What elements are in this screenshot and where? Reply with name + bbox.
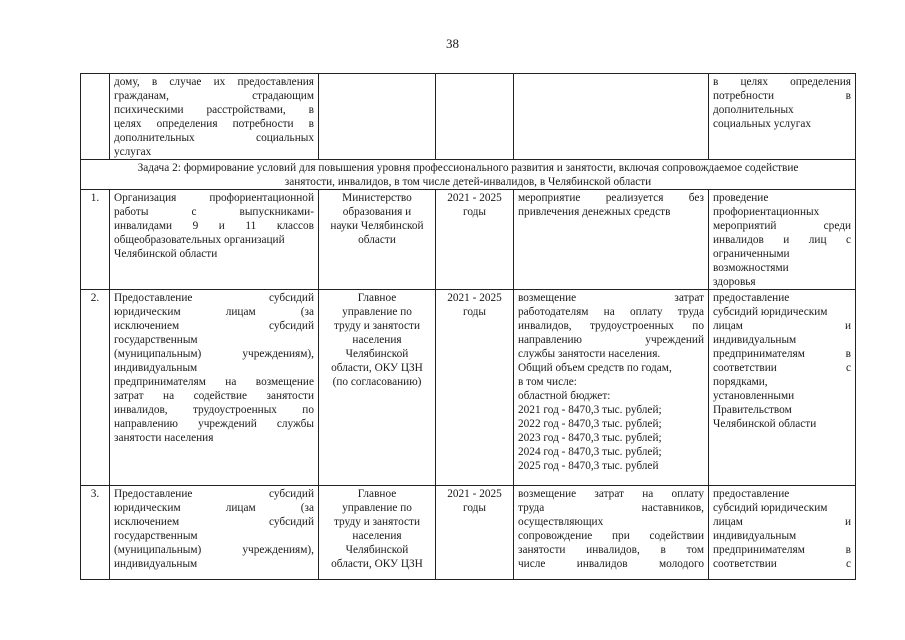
text-line: лицам и: [713, 516, 851, 528]
text-line: образования и: [342, 206, 412, 218]
measures-table: [80, 73, 856, 580]
text-line: работы с выпускниками-: [114, 206, 314, 218]
text-line: государственным: [114, 334, 198, 346]
text-line: государственным: [114, 530, 198, 542]
text-line: годы: [462, 306, 486, 318]
cell-num: 3.: [81, 486, 110, 580]
cell-executor: [319, 486, 436, 580]
text-line: сопровождение при содействии: [518, 530, 704, 542]
text-line: Министерство: [342, 192, 412, 204]
cell-num: 2.: [81, 290, 110, 486]
text-line: 2021 год - 8470,3 тыс. рублей;: [518, 404, 662, 416]
cell-financing: [514, 290, 709, 486]
text-line: мероприятий среди: [713, 220, 851, 232]
text-line: в целях определения: [713, 76, 851, 88]
text-line: возмещение затрат: [518, 292, 704, 304]
text-line: 2023 год - 8470,3 тыс. рублей;: [518, 432, 662, 444]
text-line: 2021 - 2025: [447, 292, 502, 304]
text-line: целях определения потребности в: [114, 118, 314, 130]
text-line: области, ОКУ ЦЗН: [331, 362, 423, 374]
text-line: предоставление: [713, 292, 790, 304]
cell-result: [709, 290, 856, 486]
text-line: направлению учреждений службы: [114, 418, 314, 430]
cell-num: 1.: [81, 190, 110, 290]
text-line: в том числе:: [518, 376, 577, 388]
text-line: Главное: [357, 488, 397, 500]
text-line: профориентационных: [713, 206, 820, 218]
text-line: здоровья: [713, 276, 756, 288]
text-line: проведение: [713, 192, 769, 204]
text-line: общеобразовательных организаций: [114, 234, 285, 246]
cell-financing: [514, 486, 709, 580]
text-line: службы занятости населения.: [518, 348, 661, 360]
text-line: возмещение затрат на оплату: [518, 488, 704, 500]
text-line: исключением субсидий: [114, 320, 314, 332]
text-line: осуществляющих: [518, 516, 604, 528]
text-line: юридическим лицам (за: [114, 306, 314, 318]
text-line: юридическим лицам (за: [114, 502, 314, 514]
text-line: дополнительных социальных: [114, 132, 314, 144]
text-line: Предоставление субсидий: [114, 292, 314, 304]
text-line: науки Челябинской: [330, 220, 424, 232]
text-line: (по согласованию): [332, 376, 422, 388]
cell-period: [436, 190, 514, 290]
text-line: Главное: [357, 292, 397, 304]
text-line: инвалидами 9 и 11 классов: [114, 220, 314, 232]
cell-num: [81, 74, 110, 160]
text-line: индивидуальным: [114, 558, 198, 570]
text-line: предпринимателям в: [713, 348, 851, 360]
text-line: Челябинской: [345, 348, 409, 360]
text-line: субсидий юридическим: [713, 502, 828, 514]
text-line: индивидуальным: [114, 362, 198, 374]
task-row: [81, 160, 856, 190]
table-row: [81, 486, 856, 580]
text-line: порядками,: [713, 376, 768, 388]
text-line: гражданам, страдающим: [114, 90, 314, 102]
task-line-2: занятости, инвалидов, в том числе детей-инвалидов, в Челябинской области: [284, 176, 652, 188]
text-line: 2021 - 2025: [447, 192, 502, 204]
text-line: населения: [352, 334, 402, 346]
text-line: индивидуальным: [713, 530, 797, 542]
text-line: области: [358, 234, 396, 246]
text-line: труду и занятости: [333, 320, 421, 332]
cell-action: [110, 190, 319, 290]
text-line: Челябинской области: [114, 248, 218, 260]
text-line: ограниченными: [713, 248, 790, 260]
text-line: предоставление: [713, 488, 790, 500]
text-line: потребности в: [713, 90, 851, 102]
cell-financing: [514, 74, 709, 160]
text-line: 2021 - 2025: [447, 488, 502, 500]
text-line: (муниципальным) учреждениям),: [114, 348, 314, 360]
cell-executor: [319, 290, 436, 486]
text-line: управление по: [342, 502, 412, 514]
text-line: 2022 год - 8470,3 тыс. рублей;: [518, 418, 662, 430]
text-line: соответствии с: [713, 558, 851, 570]
text-line: инвалидов, трудоустроенных по: [114, 404, 314, 416]
text-line: направлению учреждений: [518, 334, 704, 346]
text-line: труду и занятости: [333, 516, 421, 528]
text-line: работодателям на оплату труда: [518, 306, 704, 318]
text-line: инвалидов, трудоустроенных по: [518, 320, 704, 332]
text-line: социальных услугах: [713, 118, 812, 130]
task-heading: [81, 160, 856, 190]
cell-action: [110, 486, 319, 580]
text-line: занятости населения: [114, 432, 214, 444]
text-line: Организация профориентационной: [114, 192, 314, 204]
text-line: Предоставление субсидий: [114, 488, 314, 500]
text-line: занятости инвалидов, в том: [518, 544, 704, 556]
text-line: возможностями: [713, 262, 789, 274]
text-line: услугах: [114, 146, 152, 158]
cell-period: [436, 486, 514, 580]
cell-result: [709, 74, 856, 160]
text-line: областной бюджет:: [518, 390, 611, 402]
cell-executor: [319, 74, 436, 160]
text-line: Общий объем средств по годам,: [518, 362, 672, 374]
cell-action: [110, 74, 319, 160]
cell-action: [110, 290, 319, 486]
cell-financing: [514, 190, 709, 290]
text-line: (муниципальным) учреждениям),: [114, 544, 314, 556]
table-row: [81, 74, 856, 160]
text-line: области, ОКУ ЦЗН: [331, 558, 423, 570]
text-line: затрат на содействие занятости: [114, 390, 314, 402]
text-line: лицам и: [713, 320, 851, 332]
text-line: индивидуальным: [713, 334, 797, 346]
text-line: исключением субсидий: [114, 516, 314, 528]
text-line: предпринимателям в: [713, 544, 851, 556]
text-line: труда наставников,: [518, 502, 704, 514]
text-line: предпринимателям на возмещение: [114, 376, 314, 388]
table-row: [81, 190, 856, 290]
text-line: 2024 год - 8470,3 тыс. рублей;: [518, 446, 662, 458]
text-line: дополнительных: [713, 104, 794, 116]
text-line: годы: [462, 502, 486, 514]
cell-period: [436, 290, 514, 486]
text-line: населения: [352, 530, 402, 542]
text-line: инвалидов и лиц с: [713, 234, 851, 246]
text-line: числе инвалидов молодого: [518, 558, 704, 570]
cell-result: [709, 190, 856, 290]
text-line: 2025 год - 8470,3 тыс. рублей: [518, 460, 659, 472]
table-row: [81, 290, 856, 486]
text-line: мероприятие реализуется без: [518, 192, 704, 204]
page-number: 38: [446, 36, 459, 51]
text-line: дому, в случае их предоставления: [114, 76, 314, 88]
text-line: соответствии с: [713, 362, 851, 374]
cell-result: [709, 486, 856, 580]
text-line: управление по: [342, 306, 412, 318]
text-line: Правительством: [713, 404, 792, 416]
text-line: Челябинской области: [713, 418, 817, 430]
cell-period: [436, 74, 514, 160]
text-line: субсидий юридическим: [713, 306, 828, 318]
text-line: психическими расстройствами, в: [114, 104, 314, 116]
task-line-1: Задача 2: формирование условий для повышения уровня профессионального развития и занятости, включая сопровождаемое содействие: [137, 162, 799, 174]
cell-executor: [319, 190, 436, 290]
text-line: Челябинской: [345, 544, 409, 556]
text-line: годы: [462, 206, 486, 218]
text-line: привлечения денежных средств: [518, 206, 671, 218]
text-line: установленными: [713, 390, 795, 402]
